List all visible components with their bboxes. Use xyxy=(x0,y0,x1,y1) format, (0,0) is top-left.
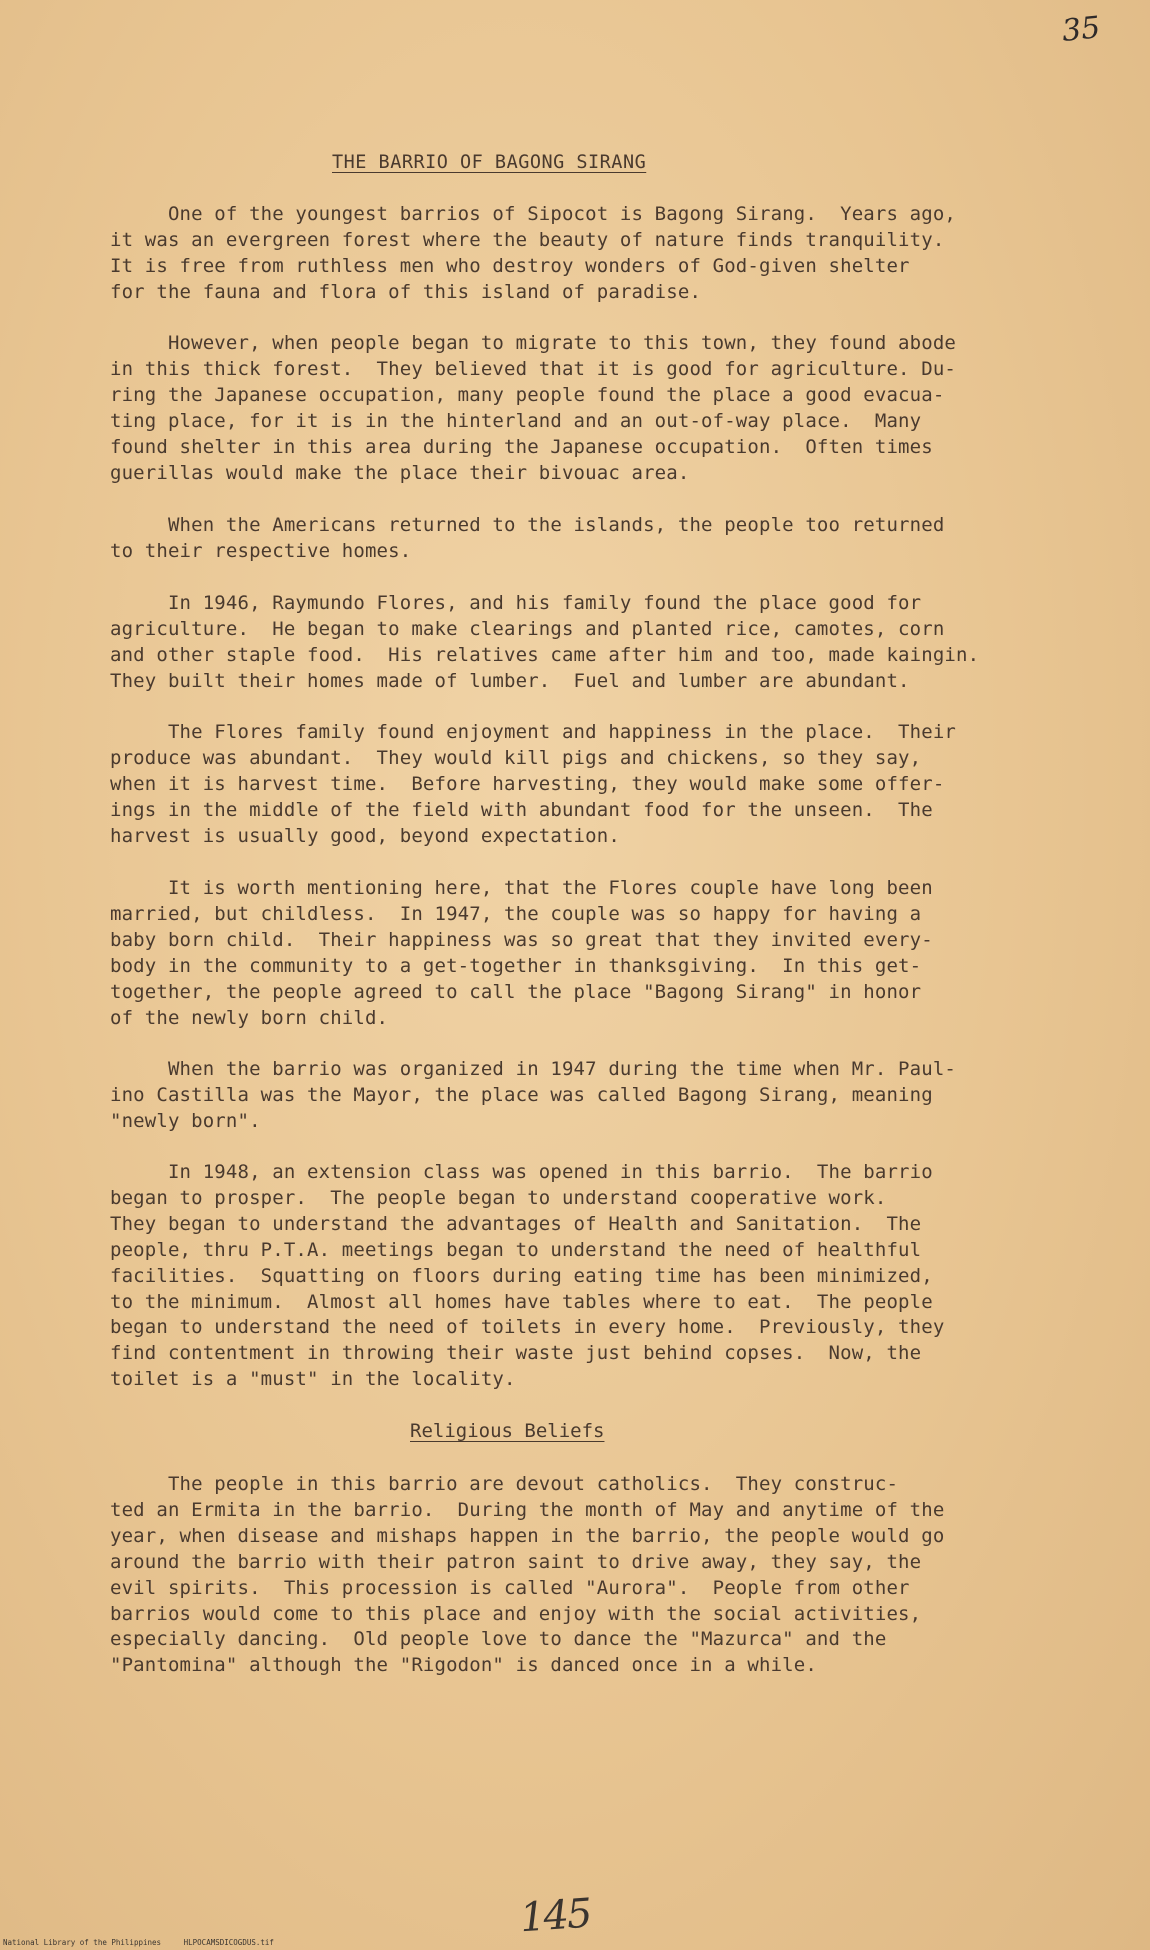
text-line: to the minimum. Almost all homes have tables where to eat. The people xyxy=(110,1290,933,1313)
text-line: However, when people began to migrate to this town, they found abode xyxy=(110,332,956,354)
text-line: around the barrio with their patron saint to drive away, they say, the xyxy=(110,1550,922,1573)
paragraph-1 xyxy=(110,202,1070,306)
text-line: body in the community to a get-together in thanksgiving. In this get- xyxy=(110,954,922,977)
text-line: together, the people agreed to call the place "Bagong Sirang" in honor xyxy=(110,980,922,1003)
paragraph-7 xyxy=(110,1057,1070,1135)
text-line: barrios would come to this place and enjoy with the social activities, xyxy=(110,1602,922,1625)
handwritten-page-number: 145 xyxy=(518,1890,592,1942)
text-line: when it is harvest time. Before harvesting, they would make some offer- xyxy=(110,772,945,795)
paragraph-religious-beliefs xyxy=(110,1472,1070,1679)
text-line: facilities. Squatting on floors during eating time has been minimized, xyxy=(110,1264,933,1287)
text-line: It is free from ruthless men who destroy wonders of God-given shelter xyxy=(110,254,910,277)
text-line: ring the Japanese occupation, many people found the place a good evacua- xyxy=(110,383,945,406)
text-line: found shelter in this area during the Japanese occupation. Often times xyxy=(110,435,933,458)
text-line: in this thick forest. They believed that it is good for agriculture. Du- xyxy=(110,357,956,380)
text-line: ting place, for it is in the hinterland and an out-of-way place. Many xyxy=(110,409,922,432)
text-line: In 1946, Raymundo Flores, and his family found the place good for xyxy=(110,592,922,614)
text-line: of the newly born child. xyxy=(110,1006,389,1029)
text-line: people, thru P.T.A. meetings began to understand the need of healthful xyxy=(110,1238,922,1261)
text-line: When the barrio was organized in 1947 during the time when Mr. Paul- xyxy=(110,1058,956,1080)
text-line: produce was abundant. They would kill pigs and chickens, so they say, xyxy=(110,746,922,769)
paragraph-8 xyxy=(110,1160,1070,1393)
paragraph-3 xyxy=(110,513,1070,565)
text-line: It is worth mentioning here, that the Flores couple have long been xyxy=(110,877,933,899)
text-line: find contentment in throwing their waste just behind copses. Now, the xyxy=(110,1342,922,1365)
text-line: They began to understand the advantages of Health and Sanitation. The xyxy=(110,1212,922,1235)
section-heading-religious-beliefs: Religious Beliefs xyxy=(410,1420,605,1442)
text-line: The Flores family found enjoyment and happiness in the place. Their xyxy=(110,721,956,743)
text-line: One of the youngest barrios of Sipocot is Bagong Sirang. Years ago, xyxy=(110,203,956,225)
text-line: baby born child. Their happiness was so great that they invited every- xyxy=(110,928,933,951)
text-line: and other staple food. His relatives came after him and too, made kaingin. xyxy=(110,643,980,666)
text-line: evil spirits. This procession is called "Aurora". People from other xyxy=(110,1576,910,1599)
text-line: They built their homes made of lumber. Fuel and lumber are abundant. xyxy=(110,669,910,692)
text-line: guerillas would make the place their bivouac area. xyxy=(110,461,690,484)
text-line: The people in this barrio are devout catholics. They construc- xyxy=(110,1473,899,1495)
paragraph-2 xyxy=(110,331,1070,486)
text-line: ino Castilla was the Mayor, the place was called Bagong Sirang, meaning xyxy=(110,1083,933,1106)
archive-footer-credit: National Library of the Philippines HLPOCAMSDICOGDUS.tif xyxy=(3,1938,274,1947)
text-line: especially dancing. Old people love to dance the "Mazurca" and the xyxy=(110,1628,887,1651)
text-line: ings in the middle of the field with abundant food for the unseen. The xyxy=(110,798,933,821)
text-line: married, but childless. In 1947, the couple was so happy for having a xyxy=(110,902,922,925)
text-line: When the Americans returned to the islands, the people too returned xyxy=(110,514,945,536)
document-title: THE BARRIO OF BAGONG SIRANG xyxy=(332,152,647,173)
paragraph-5 xyxy=(110,720,1070,850)
text-line: it was an evergreen forest where the beauty of nature finds tranquility. xyxy=(110,228,945,251)
text-line: "Pantomina" although the "Rigodon" is danced once in a while. xyxy=(110,1654,817,1677)
text-line: for the fauna and flora of this island of paradise. xyxy=(110,280,702,303)
text-line: In 1948, an extension class was opened in this barrio. The barrio xyxy=(110,1161,933,1183)
text-line: "newly born". xyxy=(110,1109,261,1132)
page-number-handwritten: 35 xyxy=(1060,10,1102,49)
text-line: harvest is usually good, beyond expectation. xyxy=(110,824,620,847)
paragraph-4 xyxy=(110,591,1070,695)
text-line: to their respective homes. xyxy=(110,539,412,562)
text-line: began to prosper. The people began to understand cooperative work. xyxy=(110,1186,887,1209)
text-line: began to understand the need of toilets in every home. Previously, they xyxy=(110,1316,945,1339)
text-line: year, when disease and mishaps happen in the barrio, the people would go xyxy=(110,1524,945,1547)
text-line: agriculture. He began to make clearings and planted rice, camotes, corn xyxy=(110,617,945,640)
text-line: toilet is a "must" in the locality. xyxy=(110,1368,516,1391)
text-line: ted an Ermita in the barrio. During the month of May and anytime of the xyxy=(110,1498,945,1521)
paragraph-6 xyxy=(110,876,1070,1031)
